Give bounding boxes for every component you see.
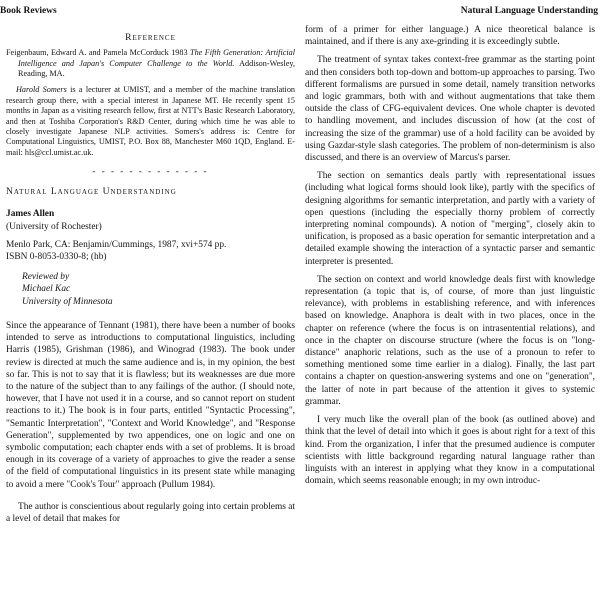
right-column: [305, 24, 595, 600]
reviewer-name: Michael Kac: [22, 284, 71, 295]
running-head-right: Natural Language Understanding: [460, 6, 598, 16]
reviewer-label: Reviewed by: [22, 272, 70, 283]
author-bio: [6, 85, 295, 158]
reviewer-affiliation: University of Minnesota: [22, 296, 113, 307]
bio-text: is a lecturer at UMIST, and a member of the machine translation research group there, with a special interest in Japanese MT. He recently spent 15 months in Japan as a visiting research fellow, first at NTT's Basic Research Laboratory, and then at Toshiba Corporation's R&D Center, during which time he was able to closely investigate Japanese NLP activities. Somers's address is: Centre for Computational Linguistics, UMIST, P.O. Box 88, Manchester M60 1QD, England. E-mail: hls@ccl.umist.ac.uk.: [6, 85, 295, 157]
body-paragraph: I very much like the overall plan of the book (as outlined above) and think that the level of detail into which it goes is about right for a text of this kind. From the organization, I infer that the presumed audience is computer scientists with little background regarding natural language rather than linguists with an interest in applying what they know in a computational domain, which seems reasonable enough; in my own introduc-: [305, 415, 595, 487]
body-paragraph: form of a primer for either language.) A nice theoretical balance is maintained, and if there is any axe-grinding it is exceedingly subtle.: [305, 25, 595, 48]
body-paragraph: The author is conscientious about regularly going into certain problems at a level of detail that makes for: [6, 501, 295, 524]
body-paragraph: The section on semantics deals partly with representational issues (including what logical forms should look like), partly with the specifics of designing algorithms for semantic interpretation, and partly with a variety of open questions (including the especially thorny problem of correctly interpreting nominal compounds). A notion of "merging", closely akin to unification, is proposed as a basic operation for semantic interpretation and a detailed example showing the interaction of a syntactic parser and semantic interpreter is presented.: [305, 171, 595, 267]
section-divider: - - - - - - - - - - - - -: [92, 166, 209, 177]
left-column: [6, 24, 295, 600]
running-head: [0, 6, 600, 20]
reference-authors: Feigenbaum, Edward A. and Pamela McCorduck 1983: [6, 48, 188, 58]
running-head-left: Book Reviews: [0, 6, 57, 16]
isbn: ISBN 0-8053-0330-8; (hb): [6, 252, 107, 263]
reference-heading: Reference: [125, 33, 176, 43]
author-affiliation: (University of Rochester): [6, 221, 102, 232]
reviewer-block: [22, 271, 295, 308]
reference-title: The Fifth Generation: Artificial Intelligence and Japan's Computer Challenge to the World.: [18, 48, 295, 68]
reference-entry: [6, 48, 295, 79]
body-paragraph: Since the appearance of Tennant (1981), there have been a number of books intended to serve as introductions to computational linguistics, including Harris (1985), Grishman (1986), and Winograd (1983). The book under review is directed at much the same audience and is, in my opinion, the best so far. This is not to say that it is flawless; but its weaknesses are due more to the nature of the subject than to any failings of the author. (I should note, however, that I have not used it in a course, and so cannot report on student reactions to it.) The book is in four parts, entitled "Syntactic Processing", "Semantic Interpretation", "Context and World Knowledge", and "Response Generation", supplemented by two appendices, one on logic and one on symbolic computation; each chapter ends with a set of problems. It is broad enough in its coverage of a variety of approaches to give the reader a sense of the field of computational linguistics in its present state while managing to avoid a mere "Cook's Tour" approach (Pullum 1984).: [6, 320, 295, 490]
publication-info: Menlo Park, CA: Benjamin/Cummings, 1987, xvi+574 pp.: [6, 239, 227, 250]
body-paragraph: The treatment of syntax takes context-free grammar as the starting point and then considers both top-down and bottom-up approaches to parsing. Two different formalisms are pursued in some detail, namely transition networks and logic grammars, both with and without augmentations that take them outside the class of CFG-equivalent devices. One whole chapter is devoted to handling movement, and includes discussion of how (at the cost of increasing the size of the grammar) use of a hold facility can be avoided by using Gazdar-style slash categories. The problem of non-determinism is also discussed, and there is an overview of Marcus's parser.: [305, 55, 595, 164]
body-paragraph: The section on context and world knowledge deals first with knowledge representation (a topic that is, of course, of more than just linguistic relevance), with problems in establishing reference, and with inferences based on knowledge. Anaphora is dealt with in two places, once in the chapter on reference (where the focus is on intrasentential relations), and once in the chapter on discourse structure (where the focus is on "long-distance" anaphoric relations, such as the use of a pronoun to refer to something mentioned some time earlier in a dialog). Finally, the last part contains a chapter on question-answering systems and one on "generation", the latter of note in part because of the attention it gives to systemic grammar.: [305, 274, 595, 407]
reference-publisher: Addison-Wesley, Reading, MA.: [18, 58, 295, 79]
book-author: James Allen: [6, 209, 55, 220]
bio-name: Harold Somers: [16, 85, 67, 95]
review-section-title: Natural Language Understanding: [6, 187, 177, 198]
